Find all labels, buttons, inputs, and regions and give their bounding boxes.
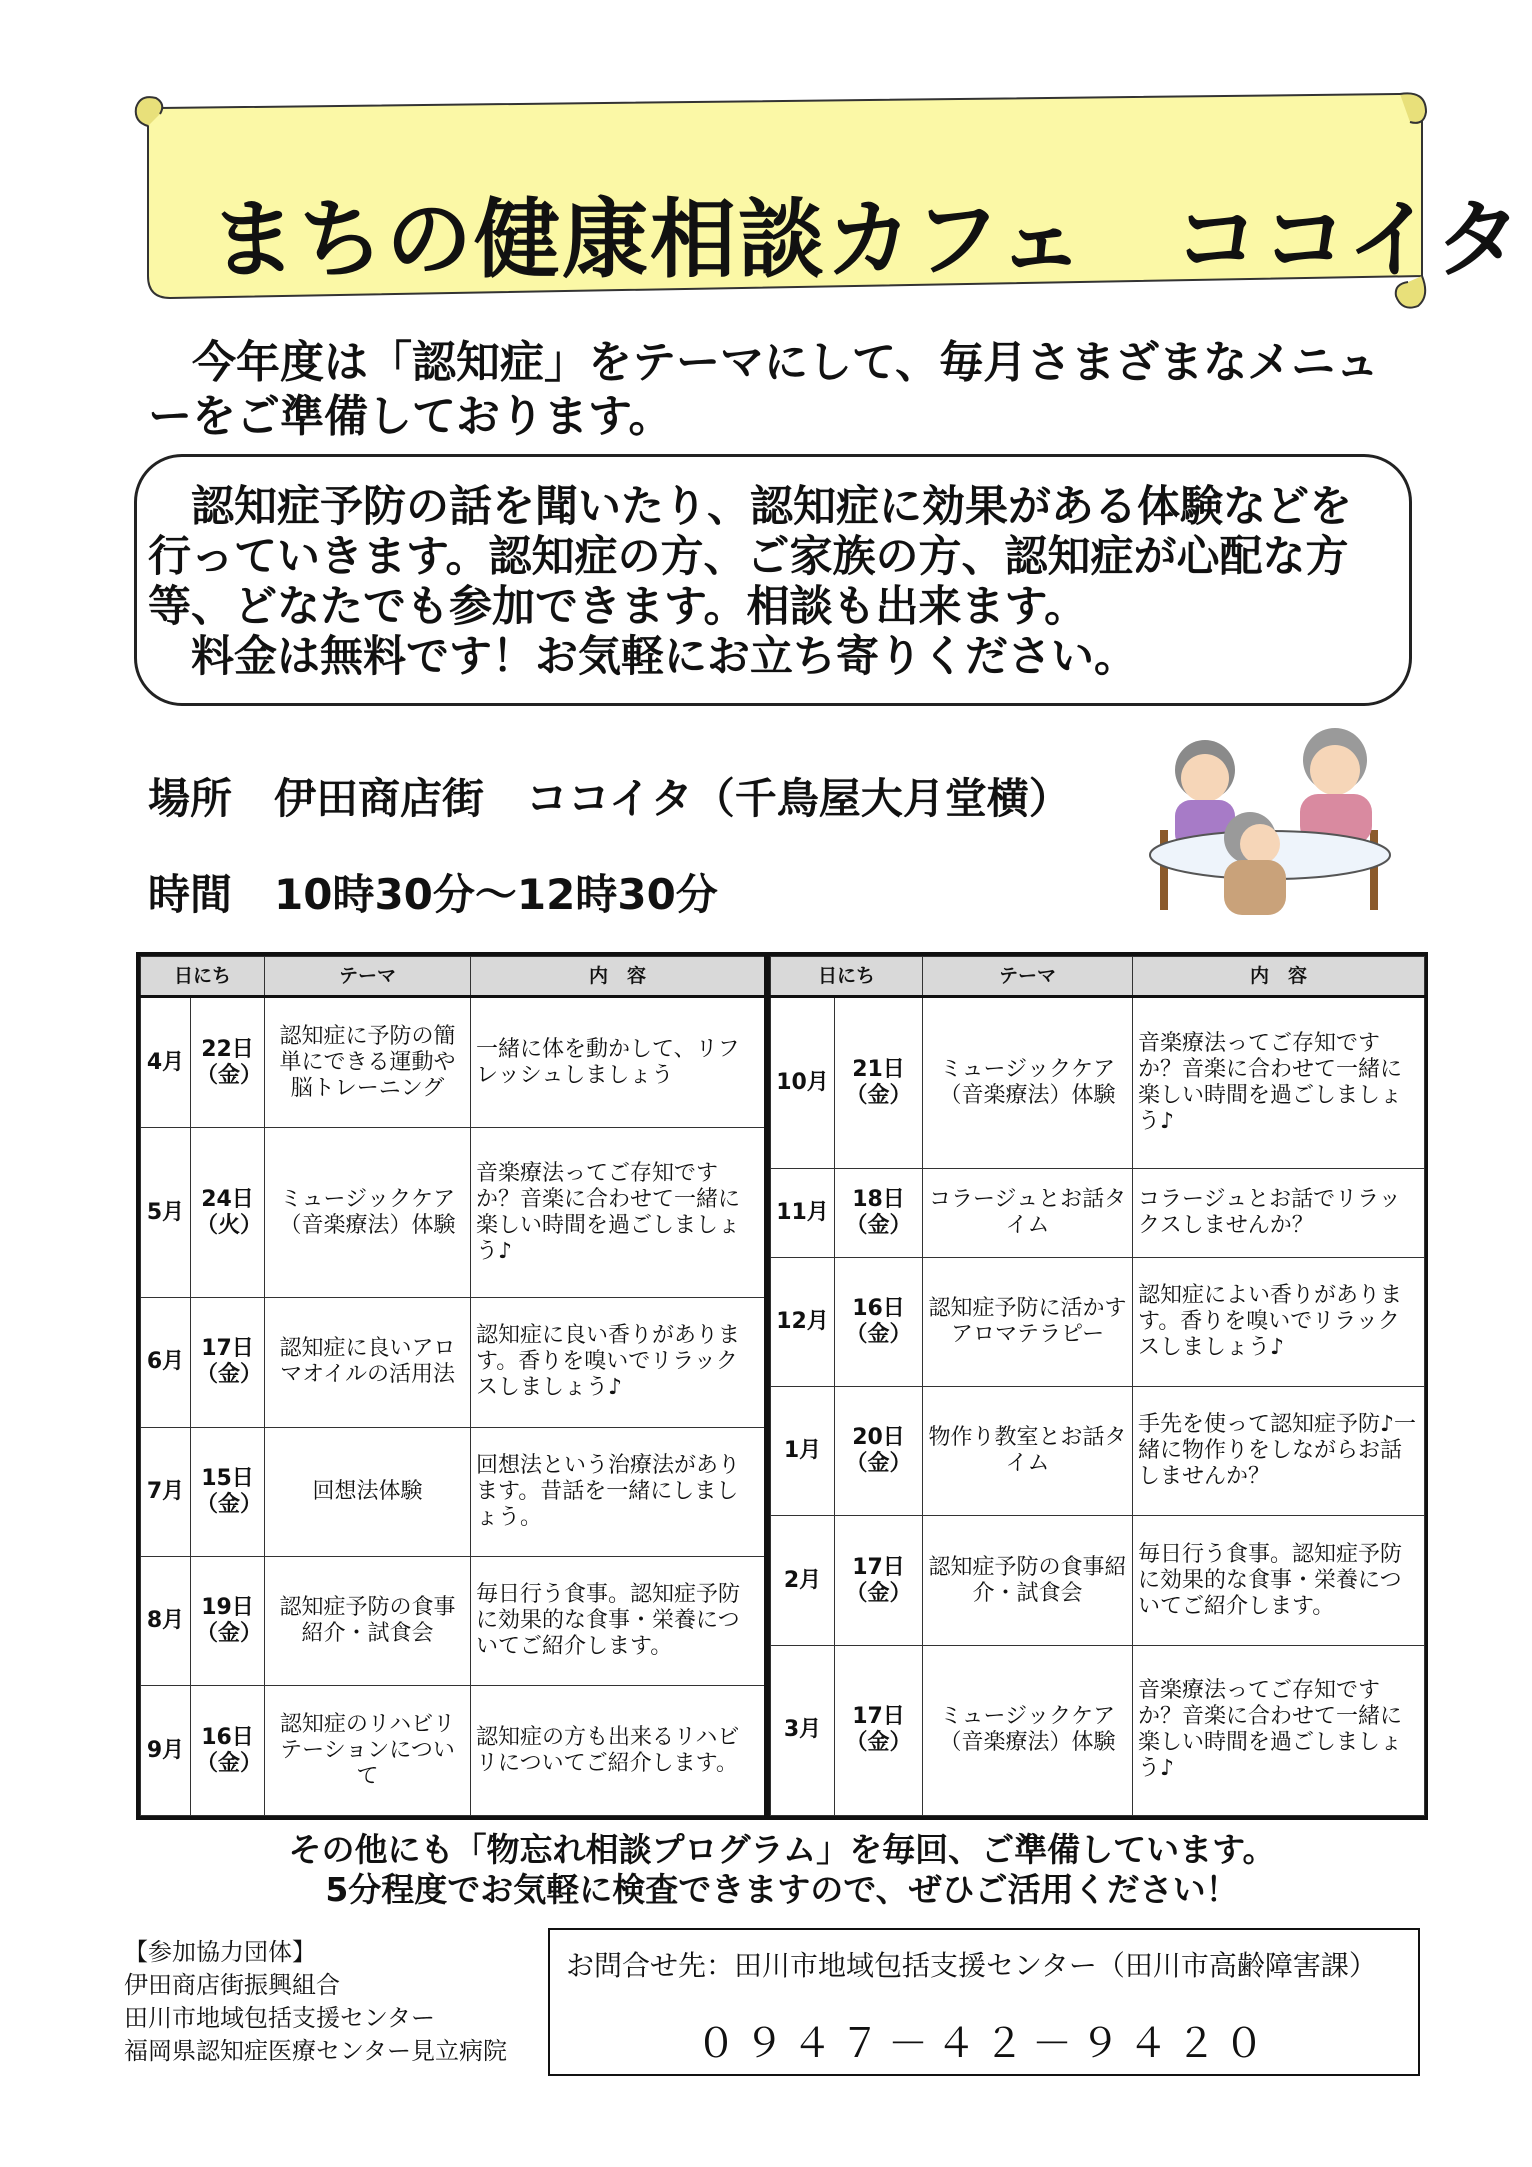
table-row [141, 997, 765, 1128]
date-cell: 17日（金） [835, 1516, 923, 1645]
header-content: 内 容 [1133, 957, 1425, 997]
org-item: 福岡県認知症医療センター見立病院 [124, 2037, 508, 2065]
table-row [141, 1128, 765, 1298]
date-cell: 19日（金） [191, 1557, 265, 1686]
content-cell: 手先を使って認知症予防♪一緒に物作りをしながらお話しませんか？ [1133, 1386, 1425, 1515]
content-cell: 音楽療法ってご存知ですか？音楽に合わせて一緒に楽しい時間を過ごしましょう♪ [1133, 1645, 1425, 1815]
content-cell: 認知症によい香りがあります。香りを嗅いでリラックスしましょう♪ [1133, 1257, 1425, 1386]
date-cell: 17日（金） [835, 1645, 923, 1815]
month-cell: 3月 [771, 1645, 835, 1815]
theme-cell: 認知症に良いアロマオイルの活用法 [265, 1298, 471, 1427]
theme-cell: ミュージックケア（音楽療法）体験 [265, 1128, 471, 1298]
content-cell: 毎日行う食事。認知症予防に効果的な食事・栄養についてご紹介します。 [471, 1557, 765, 1686]
table-header-row [771, 957, 1425, 997]
header-theme: テーマ [923, 957, 1133, 997]
month-cell: 5月 [141, 1128, 191, 1298]
contact-phone: ０９４７－４２－９４２０ [696, 2021, 1272, 2067]
note-line: 5分程度でお気軽に検査できますので、ぜひご活用ください！ [325, 1870, 1239, 1909]
content-cell: コラージュとお話でリラックスしませんか？ [1133, 1168, 1425, 1257]
org-item: 田川市地域包括支援センター [124, 2004, 436, 2032]
month-cell: 7月 [141, 1427, 191, 1556]
header-content: 内 容 [471, 957, 765, 997]
table-row [141, 1686, 765, 1816]
description-line: 等、どなたでも参加できます。相談も出来ます。 [148, 582, 1088, 632]
date-cell: 24日（火） [191, 1128, 265, 1298]
date-cell: 22日（金） [191, 997, 265, 1128]
month-cell: 2月 [771, 1516, 835, 1645]
theme-cell: 認知症予防の食事紹介・試食会 [923, 1516, 1133, 1645]
theme-cell: 認知症に予防の簡単にできる運動や脳トレーニング [265, 997, 471, 1128]
month-cell: 6月 [141, 1298, 191, 1427]
participating-organizations [124, 1936, 507, 2068]
description-line: 料金は無料です！お気軽にお立ち寄りください。 [148, 632, 1137, 682]
theme-cell: ミュージックケア（音楽療法）体験 [923, 1645, 1133, 1815]
date-cell: 18日（金） [835, 1168, 923, 1257]
program-note [136, 1830, 1428, 1910]
month-cell: 9月 [141, 1686, 191, 1816]
content-cell: 回想法という治療法があります。昔話を一緒にしましょう。 [471, 1427, 765, 1556]
date-cell: 20日（金） [835, 1386, 923, 1515]
content-cell: 認知症の方も出来るリハビリについてご紹介します。 [471, 1686, 765, 1816]
table-row [771, 1516, 1425, 1645]
theme-cell: ミュージックケア（音楽療法）体験 [923, 997, 1133, 1169]
time-info: 時間 10時30分～12時30分 [148, 870, 718, 919]
table-row [771, 997, 1425, 1169]
content-cell: 音楽療法ってご存知ですか？音楽に合わせて一緒に楽しい時間を過ごしましょう♪ [471, 1128, 765, 1298]
page-title: まちの健康相談カフェ ココイタ [210, 190, 1524, 290]
intro-text: 今年度は「認知症」をテーマにして、毎月さまざまなメニューをご準備しております。 [148, 337, 1380, 442]
table-row [771, 1168, 1425, 1257]
month-cell: 10月 [771, 997, 835, 1169]
theme-cell: 認知症予防の食事紹介・試食会 [265, 1557, 471, 1686]
month-cell: 4月 [141, 997, 191, 1128]
theme-cell: 物作り教室とお話タイム [923, 1386, 1133, 1515]
schedule-table [136, 952, 1428, 1820]
note-line: その他にも「物忘れ相談プログラム」を毎回、ご準備しています。 [288, 1830, 1276, 1869]
description [148, 482, 1408, 682]
theme-cell: コラージュとお話タイム [923, 1168, 1133, 1257]
place-info: 場所 伊田商店街 ココイタ（千鳥屋大月堂横） [148, 774, 1071, 823]
schedule-table-first-half [140, 956, 765, 1816]
content-cell: 一緒に体を動かして、リフレッシュしましょう [471, 997, 765, 1128]
header-theme: テーマ [265, 957, 471, 997]
org-item: 伊田商店街振興組合 [124, 1971, 340, 1999]
schedule-table-second-half [770, 956, 1425, 1816]
date-cell: 17日（金） [191, 1298, 265, 1427]
month-cell: 8月 [141, 1557, 191, 1686]
table-row [771, 1645, 1425, 1815]
orgs-heading: 【参加協力団体】 [124, 1938, 316, 1966]
table-row [141, 1298, 765, 1427]
table-row [771, 1257, 1425, 1386]
header-date: 日にち [141, 957, 265, 997]
month-cell: 11月 [771, 1168, 835, 1257]
theme-cell: 認知症のリハビリテーションについて [265, 1686, 471, 1816]
contact-label: お問合せ先：田川市地域包括支援センター（田川市高齢障害課） [566, 1949, 1377, 1982]
table-header-row [141, 957, 765, 997]
table-row [141, 1557, 765, 1686]
date-cell: 21日（金） [835, 997, 923, 1169]
date-cell: 15日（金） [191, 1427, 265, 1556]
table-row [141, 1427, 765, 1556]
elderly-women-illustration [1140, 720, 1400, 920]
description-line: 行っていきます。認知症の方、ご家族の方、認知症が心配な方 [148, 532, 1349, 582]
date-cell: 16日（金） [835, 1257, 923, 1386]
theme-cell: 回想法体験 [265, 1427, 471, 1556]
theme-cell: 認知症予防に活かすアロマテラピー [923, 1257, 1133, 1386]
date-cell: 16日（金） [191, 1686, 265, 1816]
month-cell: 1月 [771, 1386, 835, 1515]
month-cell: 12月 [771, 1257, 835, 1386]
content-cell: 毎日行う食事。認知症予防に効果的な食事・栄養についてご紹介します。 [1133, 1516, 1425, 1645]
description-line: 認知症予防の話を聞いたり、認知症に効果がある体験などを [148, 482, 1352, 532]
header-date: 日にち [771, 957, 923, 997]
content-cell: 音楽療法ってご存知ですか？音楽に合わせて一緒に楽しい時間を過ごしましょう♪ [1133, 997, 1425, 1169]
content-cell: 認知症に良い香りがあります。香りを嗅いでリラックスしましょう♪ [471, 1298, 765, 1427]
table-row [771, 1386, 1425, 1515]
